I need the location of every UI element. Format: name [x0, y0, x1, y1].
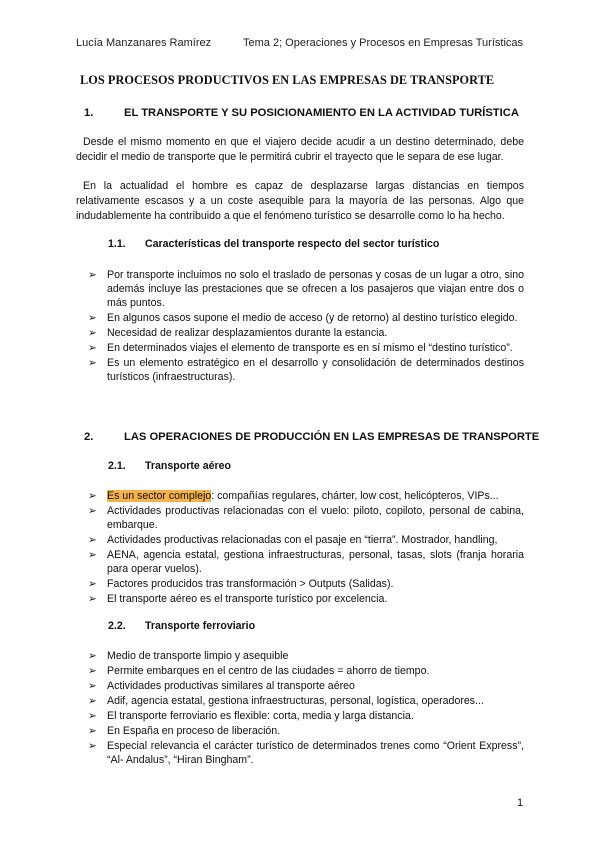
subsection-title: Transporte ferroviario	[145, 620, 256, 632]
list-item: ➢ Actividades productivas relacionadas con el vuelo: piloto, copiloto, personal de cabina, embarque.	[88, 504, 524, 532]
subsection-number: 2.1.	[108, 460, 126, 472]
list-item: ➢ Permite embarques en el centro de las ciudades = ahorro de tiempo.	[88, 664, 524, 678]
subsection-1-1-heading	[108, 238, 439, 250]
bullet-list-2-2	[88, 649, 524, 768]
bullet-list-1-1	[88, 268, 524, 385]
list-item: ➢ Adif, agencia estatal, gestiona infraestructuras, personal, logística, operadores...	[88, 694, 524, 708]
list-item: ➢ Es un elemento estratégico en el desarrollo y consolidación de determinados destinos turísticos (infraestructuras).	[88, 356, 524, 384]
header-topic: Tema 2; Operaciones y Procesos en Empresas Turísticas	[243, 37, 524, 49]
subsection-2-2-heading	[108, 620, 255, 632]
subsection-2-1-heading	[108, 460, 231, 472]
list-item-text: : compañías regulares, chárter, low cost, helicópteros, VIPs...	[211, 490, 499, 502]
list-item: ➢ Medio de transporte limpio y asequible	[88, 649, 524, 663]
list-item: ➢ AENA, agencia estatal, gestiona infraestructuras, personal, tasas, slots (franja horaria para operar vuelos).	[88, 548, 524, 576]
section-2-heading	[84, 431, 539, 443]
section-title: LAS OPERACIONES DE PRODUCCIÓN EN LAS EMPRESAS DE TRANSPORTE	[124, 431, 540, 443]
header-author: Lucía Manzanares Ramírez	[76, 37, 212, 49]
paragraph: Desde el mismo momento en que el viajero decide acudir a un destino determinado, debe decidir el medio de transporte que le permitirá cubrir el trayecto que le separa de ese lugar.	[76, 136, 524, 163]
bullet-list-2-1	[88, 489, 524, 607]
list-item: ➢ En algunos casos supone el medio de acceso (y de retorno) al destino turístico elegido.	[88, 311, 524, 325]
highlighted-text: Es un sector complejo	[107, 490, 212, 502]
list-item: ➢ Necesidad de realizar desplazamientos durante la estancia.	[88, 326, 524, 340]
page-number: 1	[517, 797, 524, 809]
list-item: ➢ Actividades productivas similares al transporte aéreo	[88, 679, 524, 693]
list-item: ➢ En determinados viajes el elemento de transporte es en sí mismo el “destino turístico”.	[88, 341, 524, 355]
subsection-number: 1.1.	[108, 238, 126, 250]
list-item: ➢ Actividades productivas relacionadas con el pasaje en “tierra”. Mostrador, handling,	[88, 533, 524, 547]
list-item: ➢ El transporte ferroviario es flexible: corta, media y larga distancia.	[88, 709, 524, 723]
list-item: ➢ Por transporte incluimos no solo el traslado de personas y cosas de un lugar a otro, sino además incluye las prestaciones que se ofrecen a los pasajeros que viajan entre dos o más puntos.	[88, 268, 524, 310]
section-title: EL TRANSPORTE Y SU POSICIONAMIENTO EN LA ACTIVIDAD TURÍSTICA	[124, 107, 519, 119]
list-item: ➢ Especial relevancia el carácter turístico de determinados trenes como “Orient Express”, “Al- Andalus”, “Hiran Bingham”.	[88, 739, 524, 767]
list-item	[88, 489, 524, 503]
document-title: LOS PROCESOS PRODUCTIVOS EN LAS EMPRESAS DE TRANSPORTE	[80, 73, 495, 87]
section-number: 2.	[84, 431, 94, 443]
section-number: 1.	[84, 107, 94, 119]
section-1-heading	[84, 107, 519, 119]
list-item: ➢ En España en proceso de liberación.	[88, 724, 524, 738]
paragraph: En la actualidad el hombre es capaz de desplazarse largas distancias en tiempos relativamente escasos y a un coste asequible para la mayoría de las personas. Algo que indudablemente ha contribuido a que el fenómeno turístico se desarrolle como lo ha hecho.	[76, 180, 524, 222]
subsection-title: Transporte aéreo	[145, 460, 231, 472]
subsection-title: Características del transporte respecto del sector turístico	[145, 238, 440, 250]
list-item: ➢ Factores producidos tras transformación > Outputs (Salidas).	[88, 577, 524, 591]
subsection-number: 2.2.	[108, 620, 126, 632]
list-item: ➢ El transporte aéreo es el transporte turístico por excelencia.	[88, 592, 524, 606]
